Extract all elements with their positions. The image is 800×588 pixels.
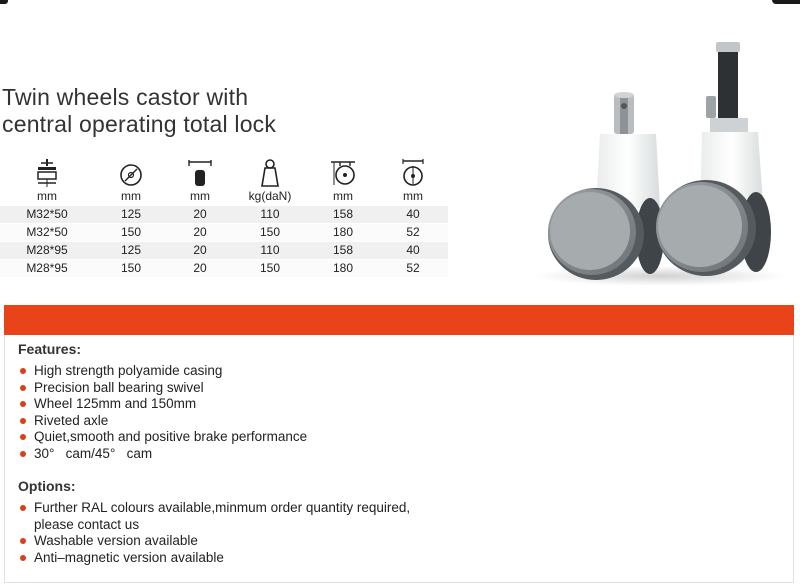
bullet-icon [20,434,26,440]
list-item [18,446,307,463]
table-cell: 40 [378,205,448,223]
wheel-width-icon [168,152,232,188]
unit-label: mm [403,189,423,204]
table-cell: 20 [168,223,232,241]
feature-text: 30° cam/45° cam [34,445,153,461]
table-cell: 110 [232,241,308,259]
list-item [18,429,307,446]
table-cell: 180 [308,259,378,277]
option-text: please contact us [34,516,140,532]
thread-stem-icon [0,152,94,188]
load-weight-icon [232,152,308,188]
option-text: Anti–magnetic version available [34,549,224,565]
list-item [18,396,307,413]
offset-icon [378,152,448,188]
table-cell: 180 [308,223,378,241]
features-list [18,363,307,462]
unit-label: mm [333,189,353,204]
table-cell: M28*95 [0,259,94,277]
list-item [18,413,307,430]
list-item [18,380,307,397]
table-cell: 150 [94,259,168,277]
features-heading: Features: [18,341,82,357]
table-row [0,205,448,223]
table-cell: 52 [378,259,448,277]
table-cell: 150 [94,223,168,241]
feature-text: High strength polyamide casing [34,363,223,378]
product-image [530,38,792,290]
bullet-icon [20,385,26,391]
bullet-icon [20,555,26,561]
bullet-icon [20,401,26,407]
bullet-icon [20,451,26,457]
table-cell: M28*95 [0,241,94,259]
table-cell: 158 [308,205,378,223]
table-cell: 110 [232,205,308,223]
list-item-continuation [18,517,410,534]
corner-mark-right [772,0,800,4]
table-cell: 20 [168,259,232,277]
accent-band [4,305,794,335]
table-row [0,223,448,241]
bullet-icon [20,538,26,544]
feature-text: Wheel 125mm and 150mm [34,396,197,411]
overall-height-icon [308,152,378,188]
bullet-icon [20,505,26,511]
table-cell: 20 [168,241,232,259]
list-item [18,533,410,550]
feature-text: Precision ball bearing swivel [34,379,204,395]
unit-label: mm [190,189,210,204]
list-item [18,363,307,380]
wheel-diameter-icon [94,152,168,188]
unit-label: mm [121,189,141,204]
bullet-icon [20,418,26,424]
list-item [18,550,410,567]
table-cell: 52 [378,223,448,241]
table-cell: M32*50 [0,205,94,223]
table-cell: 20 [168,205,232,223]
product-title [2,84,276,138]
table-cell: 125 [94,205,168,223]
title-line-2: central operating total lock [2,111,277,137]
table-cell: 150 [232,223,308,241]
spec-table [0,152,448,277]
option-text: Washable version available [34,533,198,548]
bullet-icon [20,368,26,374]
title-line-1: Twin wheels castor with [2,84,249,110]
unit-row [0,188,448,205]
unit-label: kg(daN) [248,189,292,204]
table-cell: 150 [232,259,308,277]
options-heading: Options: [18,478,76,494]
table-cell: 40 [378,241,448,259]
table-row [0,241,448,259]
icon-row [0,152,448,188]
table-row [0,259,448,277]
options-list [18,500,410,566]
feature-text: Riveted axle [34,412,109,428]
list-item [18,500,410,517]
option-text: Further RAL colours available,minmum order quantity required, [34,500,411,515]
unit-label: mm [37,189,57,204]
feature-text: Quiet,smooth and positive brake performance [34,429,308,444]
corner-mark-left [0,0,8,4]
table-cell: 158 [308,241,378,259]
table-cell: M32*50 [0,223,94,241]
table-cell: 125 [94,241,168,259]
